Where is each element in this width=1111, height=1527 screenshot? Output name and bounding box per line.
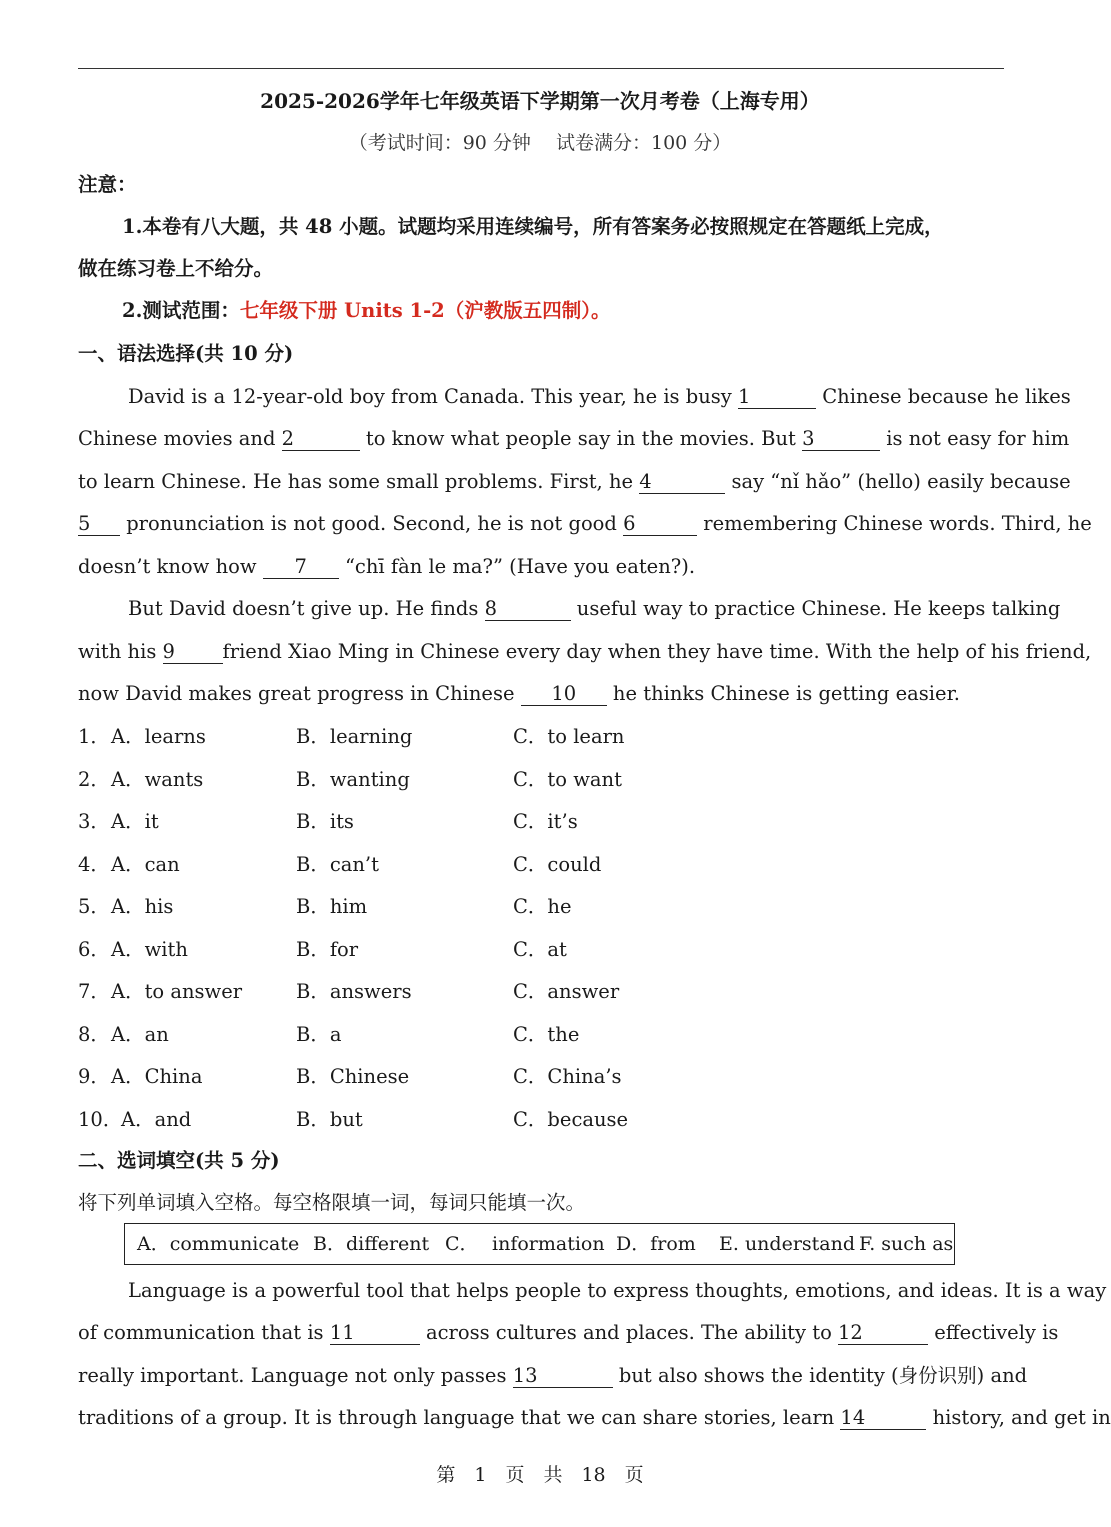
question-number: 1． <box>78 725 110 748</box>
option-c[interactable]: C．because <box>513 1107 629 1131</box>
text-run: he thinks Chinese is getting easier. <box>606 682 960 705</box>
word-option-d: D．from <box>616 1233 696 1255</box>
section-2-heading: 二、选词填空(共 5 分) <box>78 1149 280 1172</box>
blank-3[interactable]: 3 <box>802 428 880 451</box>
passage-1-line-4 <box>78 511 1092 537</box>
text-run: Chinese movies and <box>78 427 282 450</box>
option-b[interactable]: B．a <box>296 1022 342 1046</box>
passage-3-line-4 <box>78 1405 1111 1431</box>
notice-label: 注意： <box>78 173 137 196</box>
exam-title: 2025-2026学年七年级英语下学期第一次月考卷（上海专用） <box>260 89 820 113</box>
option-row <box>78 937 778 965</box>
option-row <box>78 1064 778 1092</box>
blank-8[interactable]: 8 <box>485 598 571 621</box>
option-a[interactable]: A．and <box>121 1107 192 1131</box>
option-c[interactable]: C．could <box>513 852 602 876</box>
question-number: 4． <box>78 852 110 876</box>
option-b[interactable]: B．can’t <box>296 852 379 876</box>
text-run: Chinese because he likes <box>816 385 1071 408</box>
text-run: friend Xiao Ming in Chinese every day when they have time. With the help of his friend, <box>222 640 1092 663</box>
blank-14[interactable]: 14 <box>840 1407 926 1430</box>
option-c[interactable]: C．to learn <box>513 725 625 748</box>
option-row <box>78 767 778 795</box>
notice-item-2 <box>122 298 1048 324</box>
passage-1-line-2 <box>78 426 1070 452</box>
blank-10[interactable]: 10 <box>521 683 607 706</box>
question-number: 2． <box>78 767 110 791</box>
passage-3-line-3 <box>78 1363 1028 1389</box>
word-option-f: F. such as <box>859 1233 954 1255</box>
option-b[interactable]: B．Chinese <box>296 1065 410 1088</box>
option-row <box>78 724 778 752</box>
question-number: 6． <box>78 937 110 961</box>
text-run: now David makes great progress in Chinese <box>78 682 521 705</box>
option-row <box>78 1022 778 1050</box>
option-b[interactable]: B．its <box>296 810 354 833</box>
option-b[interactable]: B．learning <box>296 725 413 748</box>
question-number: 10． <box>78 1107 123 1131</box>
text-run: really important. Language not only passes <box>78 1364 513 1387</box>
exam-subtitle: （考试时间：90 分钟 试卷满分：100 分） <box>348 132 732 154</box>
text-run: doesn’t know how <box>78 555 263 578</box>
question-number: 5． <box>78 895 110 918</box>
option-c[interactable]: C．China’s <box>513 1065 622 1088</box>
passage-1-line-5 <box>78 554 1004 580</box>
blank-1[interactable]: 1 <box>738 386 816 409</box>
option-row <box>78 979 778 1007</box>
text-run: But David doesn’t give up. He finds <box>128 597 485 620</box>
option-c[interactable]: C．it’s <box>513 810 578 833</box>
text-run: David is a 12-year-old boy from Canada. This year, he is busy <box>128 385 739 408</box>
option-a[interactable]: A．an <box>111 1022 169 1046</box>
text-run: effectively is <box>928 1321 1059 1344</box>
word-option-b: B．different <box>313 1233 430 1255</box>
option-row <box>78 1107 778 1135</box>
option-a[interactable]: A．it <box>111 810 159 833</box>
text-run: traditions of a group. It is through language that we can share stories, learn <box>78 1406 841 1429</box>
header-rule <box>78 68 1004 69</box>
option-b[interactable]: B．for <box>296 937 359 961</box>
text-run: across cultures and places. The ability to <box>419 1321 839 1344</box>
text-run: pronunciation is not good. Second, he is not good <box>120 512 624 535</box>
text-run: of communication that is <box>78 1321 330 1344</box>
blank-7[interactable]: 7 <box>263 556 339 579</box>
option-a[interactable]: A．his <box>111 895 174 918</box>
option-a[interactable]: A．with <box>111 937 188 961</box>
passage-2-line-1 <box>128 596 1061 622</box>
question-number: 9． <box>78 1065 110 1088</box>
option-row <box>78 809 778 837</box>
word-option-c: information <box>492 1233 605 1255</box>
option-row <box>78 852 778 880</box>
option-row <box>78 894 778 922</box>
text-run: is not easy for him <box>880 427 1070 450</box>
blank-2[interactable]: 2 <box>282 428 360 451</box>
option-c[interactable]: C．at <box>513 937 567 961</box>
passage-2-line-2 <box>78 639 1092 665</box>
word-bank <box>124 1223 955 1265</box>
blank-4[interactable]: 4 <box>639 471 725 494</box>
question-number: 7． <box>78 980 110 1003</box>
blank-5[interactable]: 5 <box>78 513 120 536</box>
text-run: with his <box>78 640 163 663</box>
blank-13[interactable]: 13 <box>513 1365 613 1388</box>
text-run: remembering Chinese words. Third, he <box>697 512 1092 535</box>
test-range: 七年级下册 Units 1-2（沪教版五四制）。 <box>239 299 611 322</box>
option-b[interactable]: B．answers <box>296 980 412 1003</box>
passage-3-line-1 <box>128 1278 1107 1304</box>
passage-2-line-3 <box>78 681 1004 707</box>
option-a[interactable]: A．China <box>111 1065 203 1088</box>
option-c[interactable]: C．he <box>513 895 572 918</box>
option-a[interactable]: A．can <box>111 852 180 876</box>
text-run: useful way to practice Chinese. He keeps talking <box>570 597 1061 620</box>
question-number: 3． <box>78 810 110 833</box>
option-b[interactable]: B．wanting <box>296 767 410 791</box>
notice-item-1 <box>122 214 1004 240</box>
option-b[interactable]: B．but <box>296 1107 363 1131</box>
question-number: 8． <box>78 1022 110 1046</box>
text-run: “chī fàn le ma?” (Have you eaten?). <box>338 555 696 578</box>
text-run: Language is a powerful tool that helps people to express thoughts, emotions, and ideas. It is a way <box>128 1279 1107 1302</box>
word-option-e: E. understand <box>719 1233 856 1255</box>
option-c[interactable]: C．answer <box>513 980 620 1003</box>
text-run: say “nǐ hǎo” (hello) easily because <box>725 470 1071 493</box>
notice-item-2-prefix: 2.测试范围： <box>122 299 240 322</box>
text-run: to learn Chinese. He has some small problems. First, he <box>78 470 640 493</box>
option-c[interactable]: C．the <box>513 1022 580 1046</box>
blank-12[interactable]: 12 <box>838 1322 928 1345</box>
blank-9[interactable]: 9 <box>163 641 223 664</box>
section-1-heading: 一、语法选择(共 10 分) <box>78 342 294 365</box>
passage-3-line-2 <box>78 1320 1059 1346</box>
page-footer: 第 1 页 共 18 页 <box>436 1464 644 1486</box>
word-option-a: A．communicate <box>137 1233 300 1255</box>
notice-item-1-cont: 做在练习卷上不给分。 <box>78 257 274 280</box>
section-2-instruction: 将下列单词填入空格。每空格限填一词，每词只能填一次。 <box>78 1191 586 1214</box>
blank-11[interactable]: 11 <box>330 1322 420 1345</box>
option-a[interactable]: A．learns <box>111 725 206 748</box>
text-run: history, and get in <box>926 1406 1111 1429</box>
option-b[interactable]: B．him <box>296 895 368 918</box>
option-a[interactable]: A．to answer <box>111 980 243 1003</box>
passage-1-line-3 <box>78 469 1071 495</box>
word-option-c-letter: C． <box>445 1233 479 1255</box>
text-run: but also shows the identity (身份识别) and <box>612 1364 1028 1387</box>
passage-1-line-1 <box>128 384 1071 410</box>
option-c[interactable]: C．to want <box>513 767 622 791</box>
notice-item-1-text: 1.本卷有八大题，共 48 小题。试题均采用连续编号，所有答案务必按照规定在答题纸上完成， <box>122 215 944 238</box>
option-a[interactable]: A．wants <box>111 767 204 791</box>
text-run: to know what people say in the movies. But <box>359 427 803 450</box>
blank-6[interactable]: 6 <box>623 513 697 536</box>
